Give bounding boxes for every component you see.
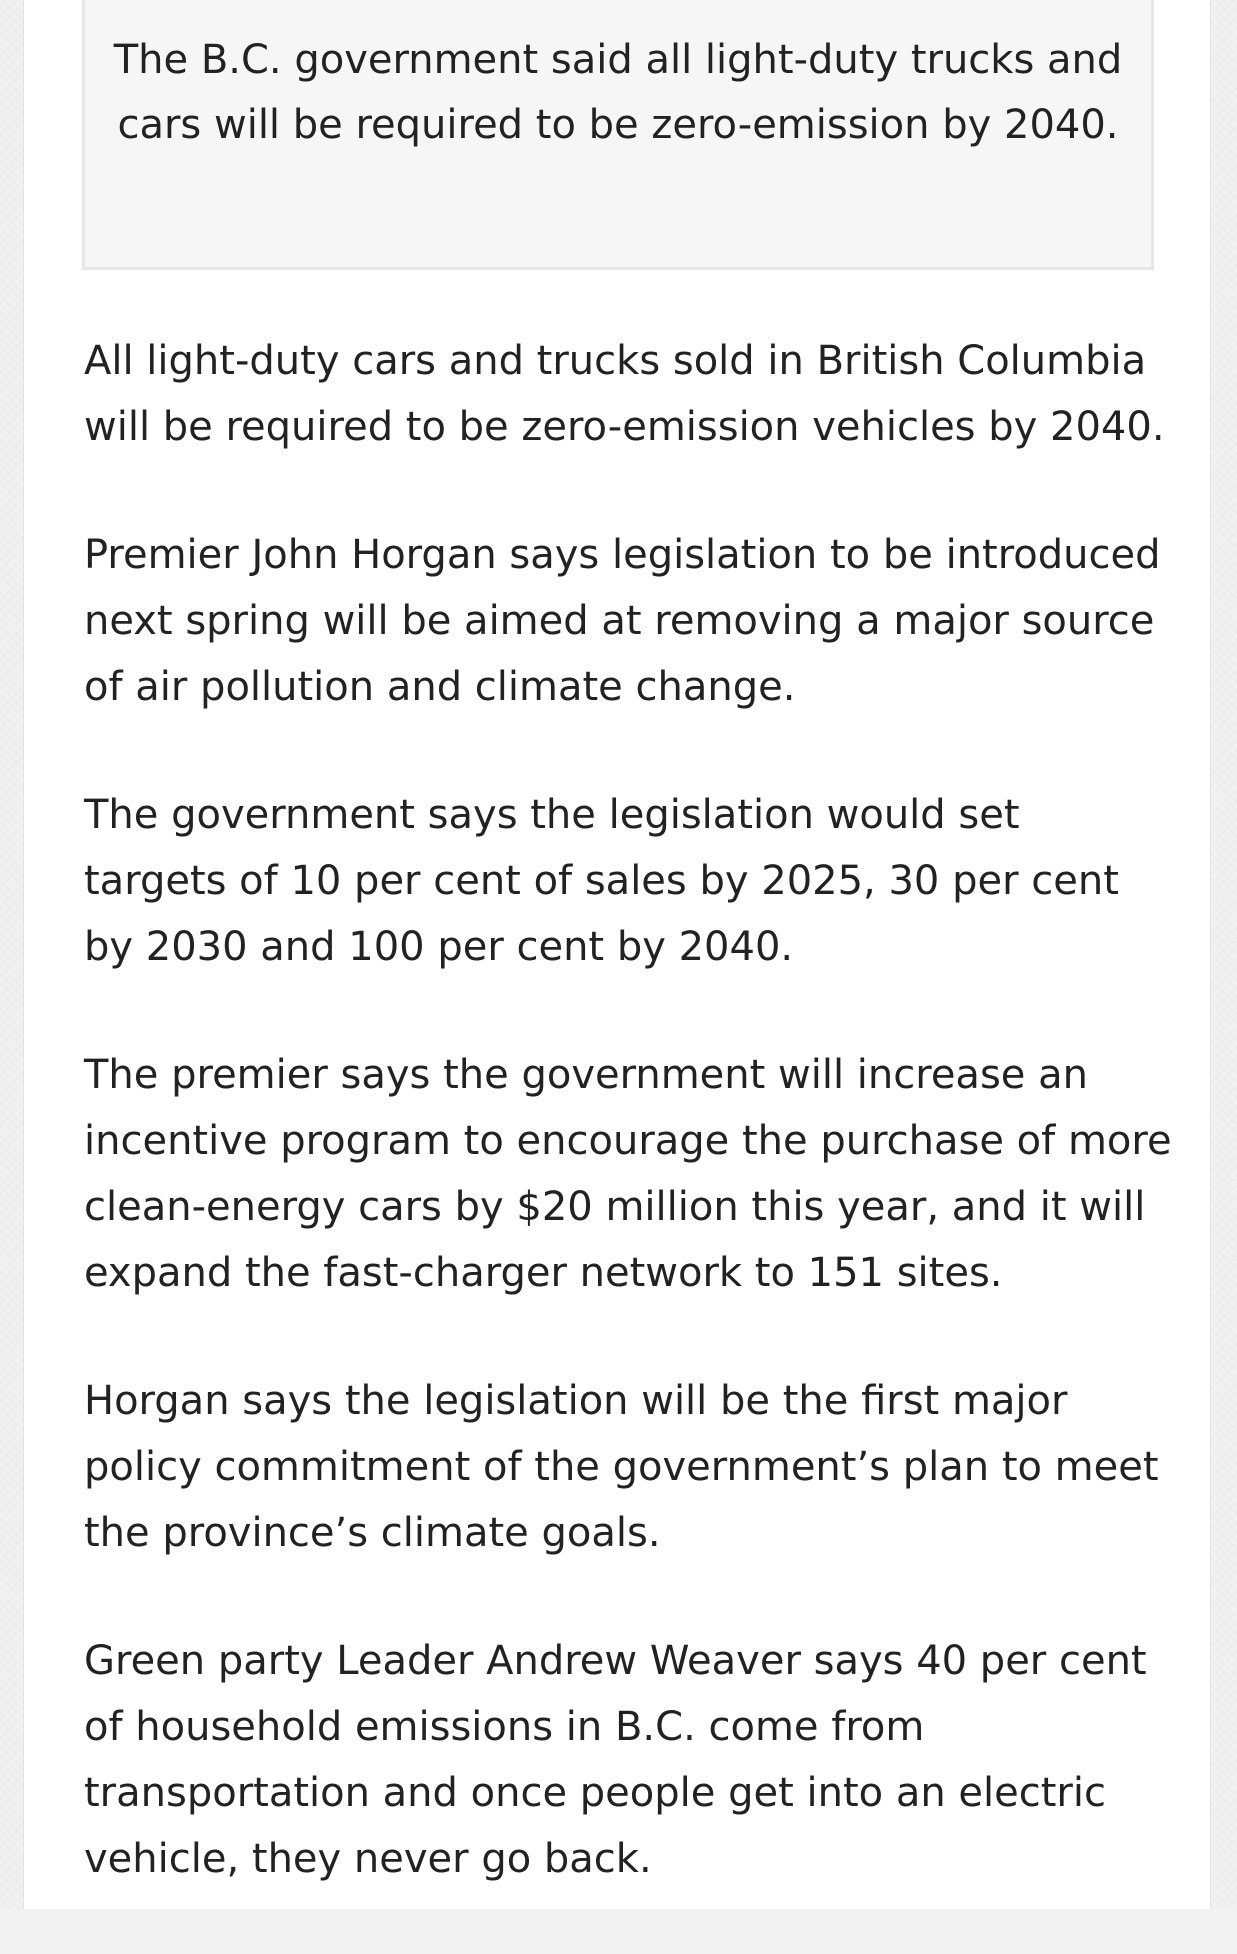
article-paragraph-4: The premier says the government will increase an incentive program to encourage the purchase of more clean-energy cars by $20 million this year, and it will expand the fast-charger network to 151 sites. xyxy=(84,1052,1172,1296)
image-caption-text: The B.C. government said all light-duty trucks and cars will be required to be zero-emission by 2040. xyxy=(113,37,1123,148)
article-body xyxy=(84,328,1174,1954)
article-paragraph-3: The government says the legislation would set targets of 10 per cent of sales by 2025, 30 per cent by 2030 and 100 per cent by 2040. xyxy=(84,792,1119,970)
article-paragraph-6: Green party Leader Andrew Weaver says 40 per cent of household emissions in B.C. come from transportation and once people get into an electric vehicle, they never go back. xyxy=(84,1638,1147,1882)
article-paragraph-5: Horgan says the legislation will be the first major policy commitment of the government’s plan to meet the province’s climate goals. xyxy=(84,1378,1159,1556)
article-paragraph-2: Premier John Horgan says legislation to be introduced next spring will be aimed at removing a major source of air pollution and climate change. xyxy=(84,532,1161,710)
article-paragraph-1: All light-duty cars and trucks sold in British Columbia will be required to be zero-emission vehicles by 2040. xyxy=(84,338,1165,450)
image-caption-box xyxy=(82,0,1154,270)
article-container xyxy=(23,0,1211,1909)
